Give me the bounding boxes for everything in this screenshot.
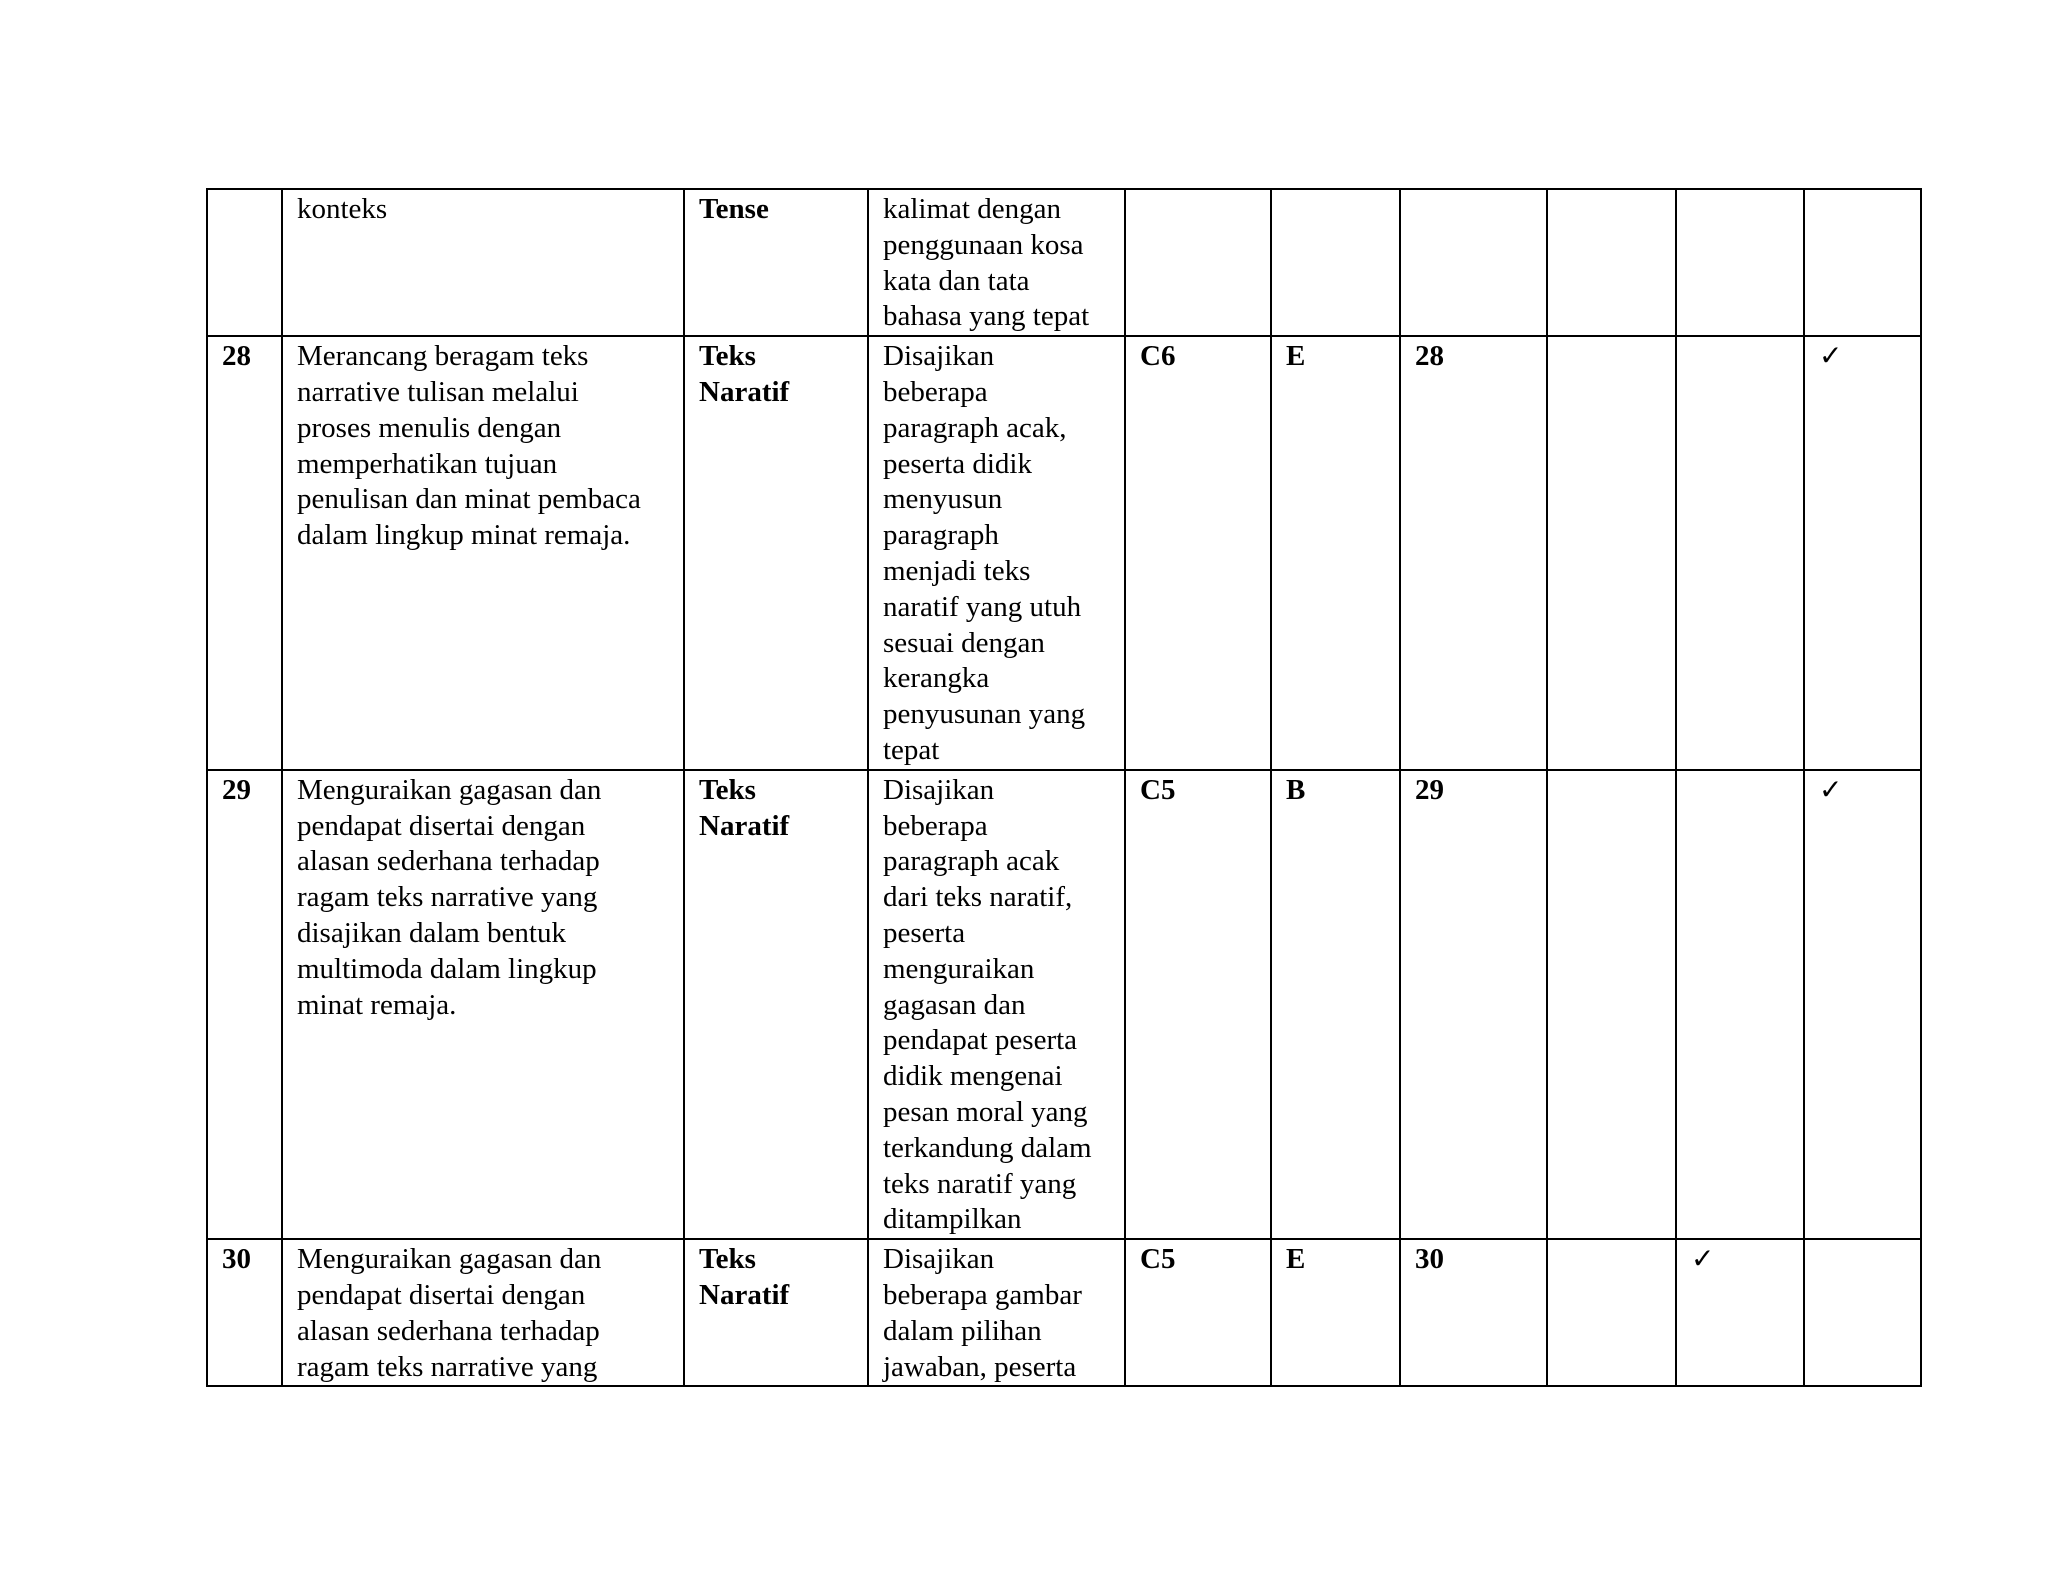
indikator-line: kalimat dengan — [883, 193, 1061, 225]
indikator-line: teks naratif yang — [883, 1167, 1077, 1200]
cell-indikator — [868, 1239, 1125, 1386]
indikator-line: paragraph acak, — [883, 411, 1067, 444]
kompetensi-line: alasan sederhana terhadap — [297, 1314, 600, 1347]
materi-line: Teks — [699, 340, 756, 373]
cell-col8 — [1547, 336, 1676, 770]
indikator-line: dalam pilihan — [883, 1314, 1042, 1347]
kompetensi-line: Menguraikan gagasan dan — [297, 1243, 602, 1276]
materi-line: Naratif — [699, 375, 790, 408]
materi-line: Tense — [699, 193, 769, 225]
cell-kunci — [1271, 189, 1400, 336]
cell-kompetensi — [282, 336, 684, 770]
cell-col8 — [1547, 770, 1676, 1239]
cell-no: 30 — [207, 1239, 282, 1386]
kompetensi-line: multimoda dalam lingkup — [297, 952, 597, 985]
kompetensi-line: alasan sederhana terhadap — [297, 845, 600, 878]
cell-level — [1125, 189, 1271, 336]
cell-level: C5 — [1125, 770, 1271, 1239]
kompetensi-line: ragam teks narrative yang — [297, 881, 598, 914]
indikator-line: penyusunan yang — [883, 698, 1086, 731]
kompetensi-line: pendapat disertai dengan — [297, 809, 586, 842]
cell-kompetensi — [282, 189, 684, 336]
cell-materi — [684, 189, 868, 336]
kompetensi-line: dalam lingkup minat remaja. — [297, 519, 631, 552]
indikator-line: dari teks naratif, — [883, 881, 1073, 914]
indikator-line: beberapa — [883, 375, 988, 408]
cell-col10 — [1804, 770, 1921, 1239]
indikator-line: didik mengenai — [883, 1060, 1063, 1093]
kompetensi-line: proses menulis dengan — [297, 411, 562, 444]
cell-kunci: E — [1271, 1239, 1400, 1386]
indikator-line: Disajikan — [883, 773, 995, 806]
cell-nomor-soal — [1400, 189, 1547, 336]
cell-level: C5 — [1125, 1239, 1271, 1386]
indikator-line: sesuai dengan — [883, 626, 1045, 659]
indikator-line: naratif yang utuh — [883, 590, 1082, 623]
indikator-line: pesan moral yang — [883, 1095, 1088, 1128]
kisi-kisi-table — [206, 188, 1922, 1387]
cell-kompetensi — [282, 770, 684, 1239]
kompetensi-line: disajikan dalam bentuk — [297, 916, 566, 949]
indikator-line: ditampilkan — [883, 1203, 1022, 1236]
indikator-line: penggunaan kosa — [883, 228, 1084, 261]
cell-nomor-soal: 28 — [1400, 336, 1547, 770]
cell-col10 — [1804, 336, 1921, 770]
kompetensi-line: penulisan dan minat pembaca — [297, 483, 641, 516]
check-icon: ✓ — [1819, 341, 1843, 373]
cell-materi — [684, 336, 868, 770]
materi-line: Naratif — [699, 809, 790, 842]
kompetensi-line: minat remaja. — [297, 988, 457, 1021]
cell-col9 — [1676, 336, 1804, 770]
kompetensi-line: ragam teks narrative yang — [297, 1350, 598, 1383]
kompetensi-line: Merancang beragam teks — [297, 340, 589, 373]
cell-col8 — [1547, 189, 1676, 336]
cell-kunci: B — [1271, 770, 1400, 1239]
table-row — [207, 336, 1921, 770]
cell-col8 — [1547, 1239, 1676, 1386]
indikator-line: menjadi teks — [883, 554, 1031, 587]
cell-col10 — [1804, 189, 1921, 336]
kompetensi-line: Menguraikan gagasan dan — [297, 773, 602, 806]
indikator-line: peserta didik — [883, 447, 1032, 480]
cell-level: C6 — [1125, 336, 1271, 770]
table-row — [207, 1239, 1921, 1386]
table-row — [207, 189, 1921, 336]
cell-no: 28 — [207, 336, 282, 770]
cell-materi — [684, 770, 868, 1239]
indikator-line: terkandung dalam — [883, 1131, 1092, 1164]
check-icon: ✓ — [1691, 1244, 1715, 1276]
materi-line: Naratif — [699, 1278, 790, 1311]
cell-materi — [684, 1239, 868, 1386]
materi-line: Teks — [699, 1243, 756, 1276]
indikator-line: Disajikan — [883, 1243, 995, 1276]
cell-nomor-soal: 29 — [1400, 770, 1547, 1239]
cell-kompetensi — [282, 1239, 684, 1386]
indikator-line: paragraph — [883, 519, 999, 552]
check-icon: ✓ — [1819, 774, 1843, 806]
indikator-line: beberapa gambar — [883, 1278, 1082, 1311]
cell-indikator — [868, 770, 1125, 1239]
indikator-line: kata dan tata — [883, 264, 1030, 297]
indikator-line: Disajikan — [883, 340, 995, 373]
indikator-line: peserta — [883, 916, 966, 949]
table-row — [207, 770, 1921, 1239]
cell-no: 29 — [207, 770, 282, 1239]
cell-indikator — [868, 336, 1125, 770]
cell-col9 — [1676, 770, 1804, 1239]
indikator-line: jawaban, peserta — [883, 1350, 1077, 1383]
indikator-line: paragraph acak — [883, 845, 1060, 878]
cell-col9 — [1676, 1239, 1804, 1386]
kompetensi-line: konteks — [297, 193, 388, 225]
indikator-line: menyusun — [883, 483, 1003, 516]
indikator-line: tepat — [883, 733, 940, 766]
indikator-line: bahasa yang tepat — [883, 300, 1090, 333]
indikator-line: menguraikan — [883, 952, 1035, 985]
cell-indikator — [868, 189, 1125, 336]
indikator-line: pendapat peserta — [883, 1024, 1078, 1057]
kompetensi-line: memperhatikan tujuan — [297, 447, 558, 480]
indikator-line: beberapa — [883, 809, 988, 842]
cell-col10 — [1804, 1239, 1921, 1386]
table-body — [207, 189, 1921, 1386]
cell-nomor-soal: 30 — [1400, 1239, 1547, 1386]
cell-kunci: E — [1271, 336, 1400, 770]
indikator-line: gagasan dan — [883, 988, 1026, 1021]
kompetensi-line: pendapat disertai dengan — [297, 1278, 586, 1311]
cell-no — [207, 189, 282, 336]
indikator-line: kerangka — [883, 662, 990, 695]
kompetensi-line: narrative tulisan melalui — [297, 375, 579, 408]
materi-line: Teks — [699, 773, 756, 806]
cell-col9 — [1676, 189, 1804, 336]
